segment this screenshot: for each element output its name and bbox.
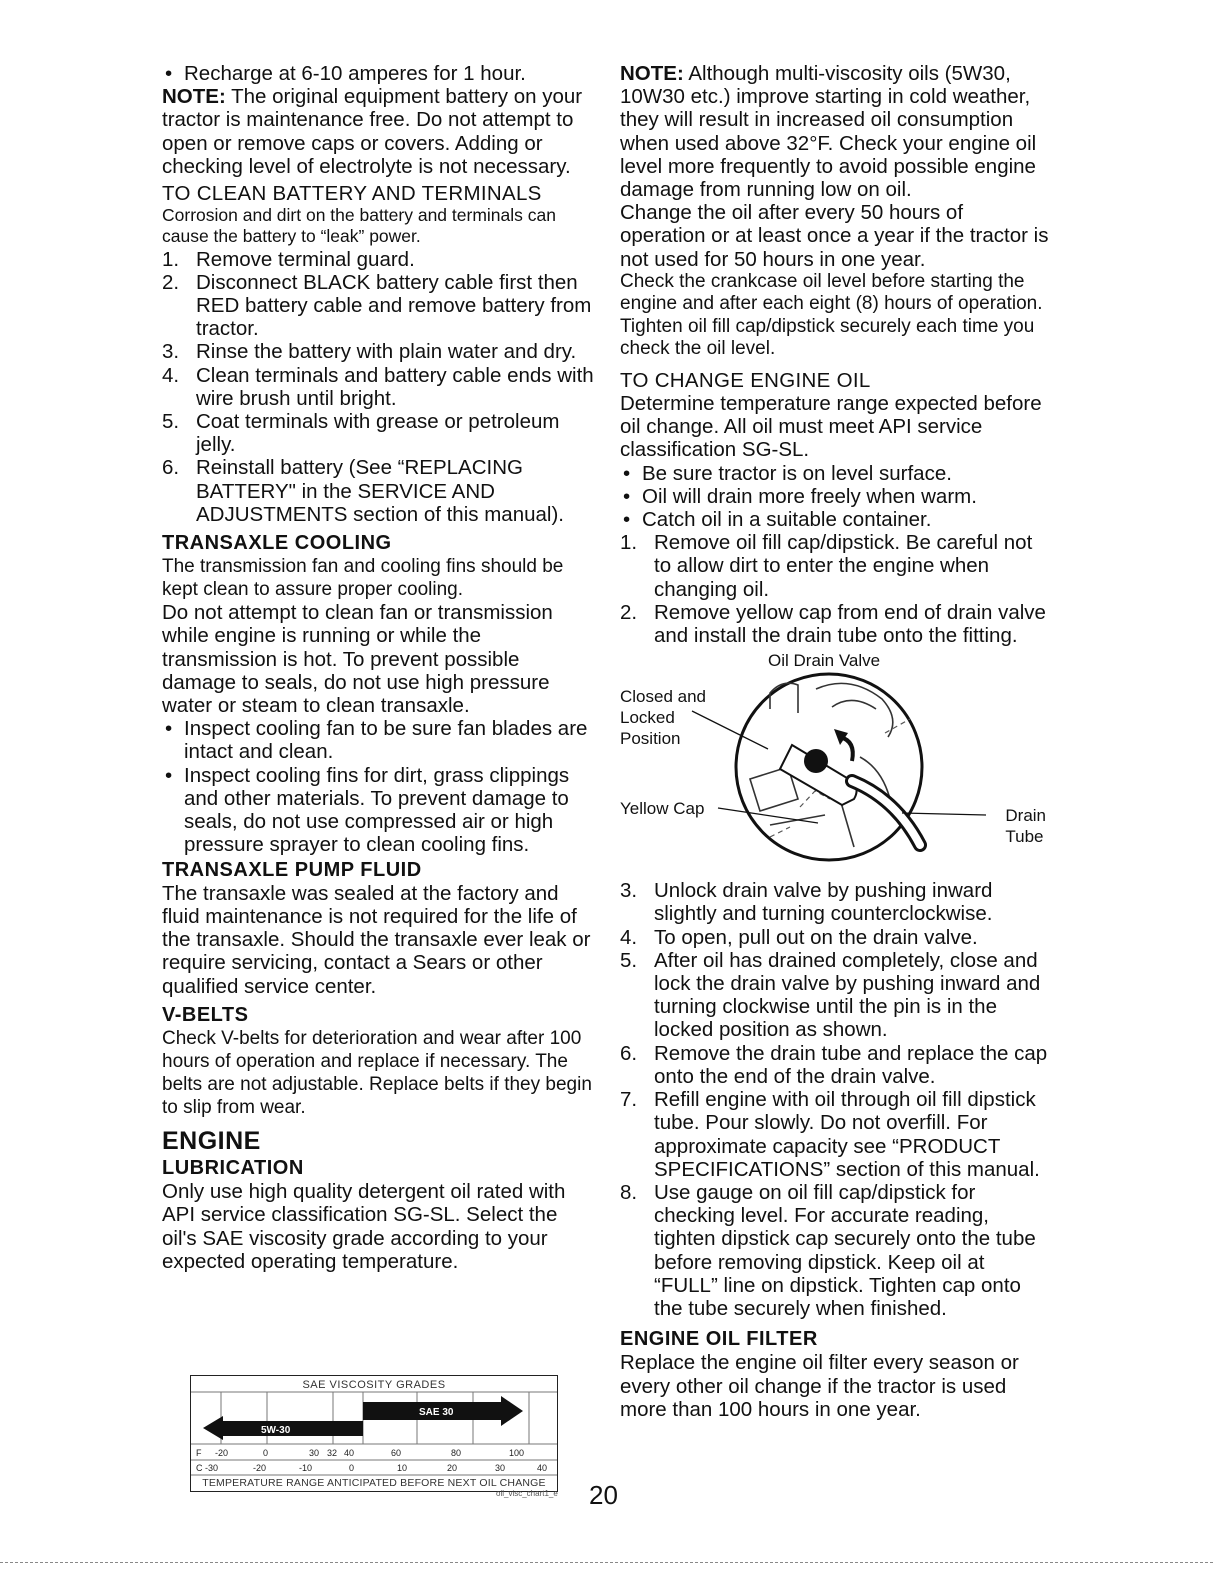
tick-label: 10 bbox=[397, 1463, 408, 1473]
list-item: 6. Remove the drain tube and replace the cap onto the end of the drain valve. bbox=[620, 1041, 1048, 1088]
tick-label: -20 bbox=[253, 1463, 267, 1473]
figure-title: Oil Drain Valve bbox=[768, 651, 881, 671]
chart-title: SAE VISCOSITY GRADES bbox=[302, 1379, 446, 1391]
list-item: • Catch oil in a suitable container. bbox=[623, 508, 932, 532]
tick-label: 0 bbox=[349, 1463, 355, 1473]
list-item: • Be sure tractor is on level surface. bbox=[623, 461, 952, 485]
f-axis-label: F bbox=[196, 1448, 202, 1458]
note-label: NOTE: bbox=[162, 85, 226, 109]
tick-label: -20 bbox=[215, 1448, 229, 1458]
sae-viscosity-chart bbox=[190, 1375, 558, 1492]
section-heading-vbelts: V-BELTS bbox=[162, 1003, 249, 1026]
page-number: 20 bbox=[589, 1480, 618, 1510]
tick-label: 100 bbox=[509, 1448, 525, 1458]
list-item: 4. To open, pull out on the drain valve. bbox=[620, 925, 978, 949]
list-item: 5. Coat terminals with grease or petroleum jelly. bbox=[162, 410, 560, 457]
battery-note: NOTE: The original equipment battery on your tractor is maintenance free. Do not attempt to open or remove caps or covers. Adding or checking level of electrolyte is not necessary. bbox=[162, 85, 583, 178]
list-item: 5. After oil has drained completely, close and lock the drain valve by pushing inward and turning clockwise until the pin is in the locked position as shown. bbox=[620, 948, 1041, 1042]
clean-intro: Corrosion and dirt on the battery and terminals can cause the battery to “leak” power. bbox=[162, 205, 556, 247]
paragraph: The transmission fan and cooling fins should be kept clean to assure proper cooling. bbox=[162, 556, 564, 601]
tick-label: -10 bbox=[299, 1463, 313, 1473]
section-heading-transaxle-cooling: TRANSAXLE COOLING bbox=[162, 532, 392, 555]
tick-label: 30 bbox=[495, 1463, 506, 1473]
left-column bbox=[162, 62, 594, 1273]
label-yellow-cap: Yellow Cap bbox=[620, 799, 705, 819]
right-column bbox=[620, 62, 1052, 1421]
tick-label: 80 bbox=[451, 1448, 462, 1458]
label-drain-tube: Drain Tube bbox=[1005, 806, 1046, 847]
section-heading-clean-battery: TO CLEAN BATTERY AND TERMINALS bbox=[162, 182, 542, 206]
paragraph: The transaxle was sealed at the factory and fluid maintenance is not required for the life of the transaxle. Should the transaxle ever leak or require servicing, contact a Sears or other qualified service center. bbox=[162, 881, 591, 998]
clean-steps-list bbox=[162, 248, 594, 526]
tick-label: -30 bbox=[205, 1463, 219, 1473]
list-item: • Oil will drain more freely when warm. bbox=[623, 484, 977, 508]
c-axis-label: C bbox=[196, 1463, 203, 1473]
section-heading-lubrication: LUBRICATION bbox=[162, 1156, 304, 1179]
oil-drain-valve-figure bbox=[620, 649, 1052, 879]
change-bullets bbox=[620, 462, 1052, 532]
bottom-divider bbox=[0, 1562, 1213, 1563]
change-steps-a bbox=[620, 531, 1052, 647]
list-item: 4. Clean terminals and battery cable ends with wire brush until bright. bbox=[162, 363, 594, 410]
list-item: 3. Rinse the battery with plain water and dry. bbox=[162, 340, 577, 364]
tick-label: 40 bbox=[344, 1448, 355, 1458]
paragraph: Only use high quality detergent oil rated with API service classification SG-SL. Select the oil's SAE viscosity grade according to your expected operating temperature. bbox=[162, 1180, 566, 1273]
cooling-bullets bbox=[162, 717, 594, 856]
list-item: 1. Remove terminal guard. bbox=[162, 247, 415, 271]
tick-label: 32 bbox=[327, 1448, 338, 1458]
list-item: 1. Remove oil fill cap/dipstick. Be careful not to allow dirt to enter the engine when changing oil. bbox=[620, 531, 1033, 601]
list-item: • Recharge at 6-10 amperes for 1 hour. bbox=[165, 62, 526, 85]
list-item: 7. Refill engine with oil through oil fill dipstick tube. Pour slowly. Do not overfill. For approximate capacity see “PRODUCT SPECIFICATIONS” section of this manual. bbox=[620, 1088, 1040, 1181]
list-item: 8. Use gauge on oil fill cap/dipstick for checking level. For accurate reading, tighten dipstick cap securely onto the tube before removing dipstick. Keep oil at “FULL” line on dipstick. Tighten cap onto the tube securely when finished. bbox=[620, 1180, 1036, 1320]
section-heading-engine: ENGINE bbox=[162, 1126, 261, 1155]
tick-label: 40 bbox=[537, 1463, 548, 1473]
label-closed-locked-position: Closed and Locked Position bbox=[620, 687, 707, 749]
paragraph: Determine temperature range expected before oil change. All oil must meet API service classification SG-SL. bbox=[620, 392, 1042, 462]
tick-label: 30 bbox=[309, 1448, 320, 1458]
list-item: 6. Reinstall battery (See “REPLACING BATTERY" in the SERVICE AND ADJUSTMENTS section of this manual). bbox=[162, 456, 564, 526]
tick-label: 0 bbox=[263, 1448, 269, 1458]
viscosity-bars-graphic bbox=[191, 1376, 557, 1491]
drain-valve-illustration bbox=[620, 649, 1052, 879]
list-item: 3. Unlock drain valve by pushing inward slightly and turning counterclockwise. bbox=[620, 879, 993, 926]
bar-5w30-label: 5W-30 bbox=[261, 1425, 291, 1436]
paragraph: Change the oil after every 50 hours of operation or at least once a year if the tractor is not used for 50 hours in one year. bbox=[620, 201, 1049, 271]
oil-note: NOTE: Although multi-viscosity oils (5W30, 10W30 etc.) improve starting in cold weather, they will result in increased oil consumption when used above 32°F. Check your engine oil level more frequently to avoid possible engine damage from running low on oil. bbox=[620, 62, 1037, 202]
note-label: NOTE: bbox=[620, 62, 684, 85]
list-item: • Inspect cooling fins for dirt, grass clippings and other materials. To prevent damage to seals, do not use compressed air or high pressure sprayer to clean cooling fins. bbox=[165, 763, 570, 857]
list-item: • Inspect cooling fan to be sure fan blades are intact and clean. bbox=[165, 717, 588, 764]
section-heading-change-oil: TO CHANGE ENGINE OIL bbox=[620, 368, 871, 392]
chart-code: oil_visc_chart1_e bbox=[496, 1489, 558, 1498]
section-heading-oil-filter: ENGINE OIL FILTER bbox=[620, 1328, 818, 1351]
section-heading-pump-fluid: TRANSAXLE PUMP FLUID bbox=[162, 858, 422, 881]
list-item: 2. Disconnect BLACK battery cable first then RED battery cable and remove battery from tractor. bbox=[162, 270, 592, 341]
tick-label: 60 bbox=[391, 1448, 402, 1458]
paragraph: Replace the engine oil filter every season or every other oil change if the tractor is used more than 100 hours in one year. bbox=[620, 1351, 1019, 1421]
tick-label: 20 bbox=[447, 1463, 458, 1473]
bar-sae30-label: SAE 30 bbox=[419, 1407, 454, 1418]
chart-footer: TEMPERATURE RANGE ANTICIPATED BEFORE NEXT OIL CHANGE bbox=[202, 1477, 546, 1489]
paragraph: Do not attempt to clean fan or transmission while engine is running or while the transmission is hot. To prevent possible damage to seals, do not use high pressure water or steam to clean transaxle. bbox=[162, 601, 553, 718]
change-steps-b bbox=[620, 879, 1052, 1320]
list-item: 2. Remove yellow cap from end of drain valve and install the drain tube onto the fitting. bbox=[620, 600, 1046, 648]
paragraph: Check the crankcase oil level before starting the engine and after each eight (8) hours of operation. Tighten oil fill cap/dipstick securely each time you check the oil level. bbox=[620, 270, 1043, 360]
paragraph: Check V-belts for deterioration and wear after 100 hours of operation and replace if necessary. The belts are not adjustable. Replace belts if they begin to slip from wear. bbox=[162, 1027, 592, 1118]
